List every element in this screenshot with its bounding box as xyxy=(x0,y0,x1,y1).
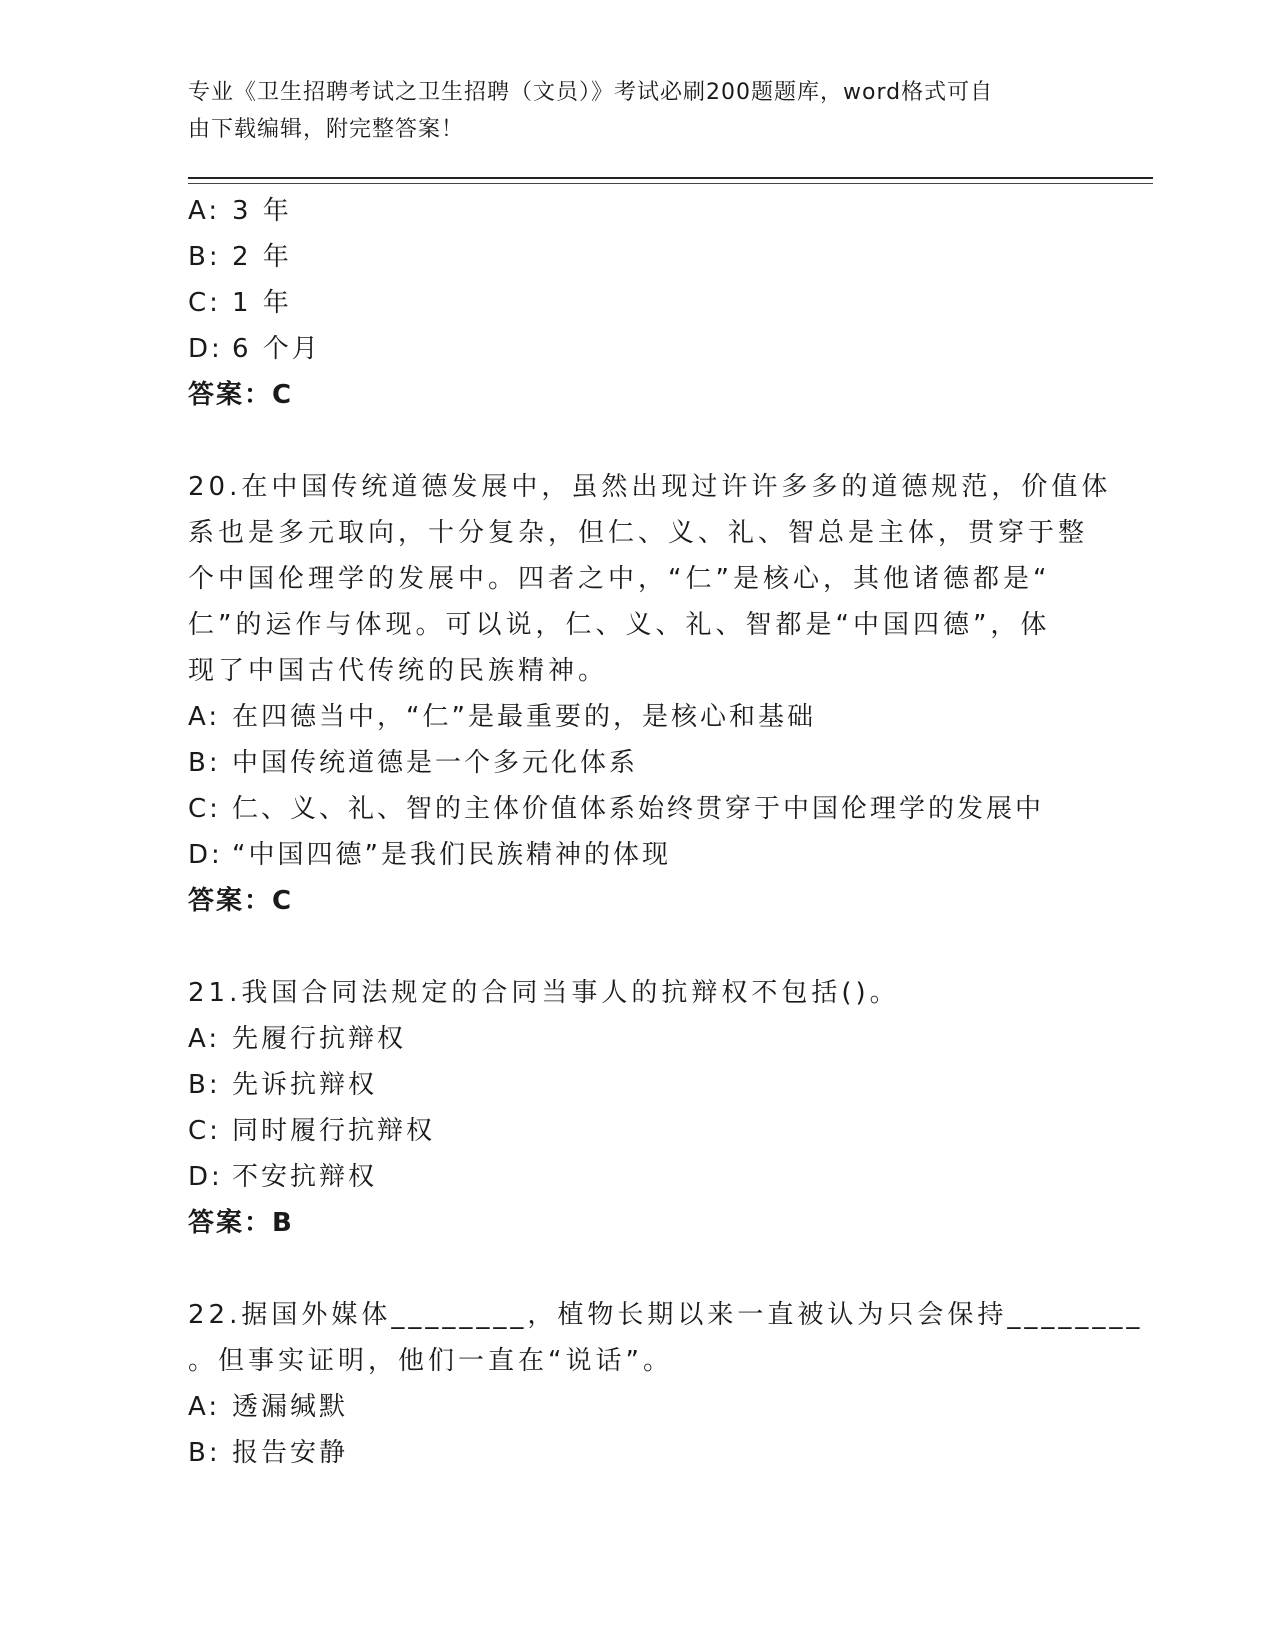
question-stem-line: 现了中国古代传统的民族精神。 xyxy=(188,656,609,686)
spacer xyxy=(188,418,1088,464)
option-text: 透漏缄默 xyxy=(232,1392,349,1422)
option-label: A: xyxy=(188,702,221,732)
option-label: A: xyxy=(188,1392,221,1422)
answer-line: 答案：C xyxy=(188,886,294,916)
spacer xyxy=(188,924,1088,970)
option-label: A: xyxy=(188,196,221,226)
option-a xyxy=(188,1016,1088,1062)
option-label: C: xyxy=(188,1116,221,1146)
question-19 xyxy=(188,188,1088,418)
answer-line: 答案：B xyxy=(188,1208,294,1238)
question-stem-line: 22.据国外媒体________，植物长期以来一直被认为只会保持________ xyxy=(188,1300,1144,1330)
question-stem-line: 。但事实证明，他们一直在“说话”。 xyxy=(188,1346,673,1376)
question-list xyxy=(188,188,1144,1476)
option-label: C: xyxy=(188,794,221,824)
option-label: B: xyxy=(188,1438,221,1468)
question-stem-line: 20.在中国传统道德发展中，虽然出现过许许多多的道德规范，价值体 xyxy=(188,472,1112,502)
option-text: 同时履行抗辩权 xyxy=(232,1116,436,1146)
option-d xyxy=(188,1154,1088,1200)
option-a xyxy=(188,694,1088,740)
option-text: 报告安静 xyxy=(232,1438,349,1468)
option-label: D: xyxy=(188,840,223,870)
option-label: C: xyxy=(188,288,221,318)
option-b xyxy=(188,1430,1088,1476)
option-text: 6 个月 xyxy=(232,334,321,364)
question-21 xyxy=(188,970,1088,1246)
spacer xyxy=(188,1246,1088,1292)
question-22 xyxy=(188,1292,1144,1476)
option-label: B: xyxy=(188,1070,221,1100)
option-text: 中国传统道德是一个多元化体系 xyxy=(232,748,639,778)
option-label: B: xyxy=(188,748,221,778)
option-b xyxy=(188,740,1088,786)
option-text: 不安抗辩权 xyxy=(232,1162,378,1192)
option-d xyxy=(188,832,1088,878)
option-text: 2 年 xyxy=(232,242,292,272)
question-stem-line: 个中国伦理学的发展中。四者之中，“仁”是核心，其他诸德都是“ xyxy=(188,564,1051,594)
question-stem-line: 21.我国合同法规定的合同当事人的抗辩权不包括()。 xyxy=(188,978,900,1008)
option-b xyxy=(188,1062,1088,1108)
header-line-2: 由下载编辑，附完整答案！ xyxy=(188,117,465,142)
question-20 xyxy=(188,464,1112,924)
option-label: D: xyxy=(188,334,223,364)
option-a xyxy=(188,1384,1088,1430)
option-b xyxy=(188,234,1088,280)
option-text: 在四德当中，“仁”是最重要的，是核心和基础 xyxy=(232,702,816,732)
option-label: A: xyxy=(188,1024,221,1054)
option-text: 先诉抗辩权 xyxy=(232,1070,378,1100)
option-text: 1 年 xyxy=(232,288,292,318)
option-c xyxy=(188,280,1088,326)
header-divider-thin xyxy=(188,183,1153,184)
answer-line: 答案：C xyxy=(188,380,294,410)
document-header xyxy=(188,74,1068,148)
option-text: 仁、义、礼、智的主体价值体系始终贯穿于中国伦理学的发展中 xyxy=(232,794,1045,824)
question-stem-line: 仁”的运作与体现。可以说，仁、义、礼、智都是“中国四德”，体 xyxy=(188,610,1051,640)
header-divider-thick xyxy=(188,177,1153,179)
option-d xyxy=(188,326,1088,372)
option-a xyxy=(188,188,1088,234)
option-text: “中国四德”是我们民族精神的体现 xyxy=(232,840,671,870)
option-text: 3 年 xyxy=(232,196,292,226)
option-label: B: xyxy=(188,242,221,272)
option-text: 先履行抗辩权 xyxy=(232,1024,407,1054)
header-line-1: 专业《卫生招聘考试之卫生招聘（文员）》考试必刷200题题库，word格式可自 xyxy=(188,80,994,105)
option-c xyxy=(188,1108,1088,1154)
option-label: D: xyxy=(188,1162,223,1192)
option-c xyxy=(188,786,1088,832)
question-stem-line: 系也是多元取向，十分复杂，但仁、义、礼、智总是主体，贯穿于整 xyxy=(188,518,1089,548)
